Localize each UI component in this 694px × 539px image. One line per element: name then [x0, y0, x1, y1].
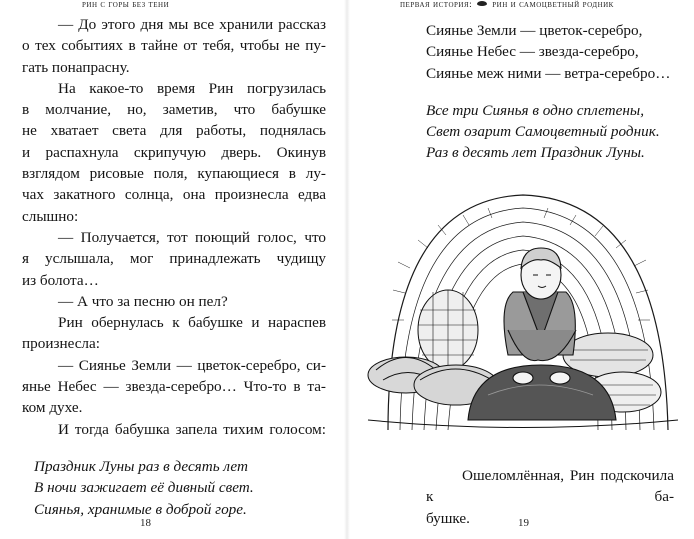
page-number-left: 18 [140, 517, 151, 529]
text-line: слышно: [22, 207, 79, 225]
right-verse-1 [426, 20, 674, 84]
text-line: произнесла: [22, 335, 100, 353]
text-line: На какое-то время Рин погрузилась [58, 79, 326, 97]
right-verse-block [426, 20, 674, 164]
text-line: янье Небес — звезда-серебро… Что-то в та- [22, 378, 326, 396]
grandmother-illustration [348, 180, 694, 430]
text-line: ком духе. [22, 399, 83, 417]
text-line: Сиянье меж ними — ветра-серебро… [426, 64, 671, 82]
left-verse [34, 456, 326, 520]
text-line: из болота… [22, 271, 99, 289]
left-paragraphs [22, 14, 326, 440]
running-head-part2: рин и самоцветный родник [492, 0, 614, 10]
text-line: — Получается, тот поющий голос, что [58, 228, 326, 246]
left-body-text [22, 14, 326, 520]
text-line: не хватает света для работы, поднялась [22, 122, 326, 140]
text-line: Все три Сиянья в одно сплетены, [426, 101, 644, 119]
page-number-right: 19 [518, 517, 529, 529]
text-line: — А что за песню он пел? [58, 292, 228, 310]
text-line: взглядом рисовые поля, купающиеся в лу- [22, 165, 326, 183]
right-page [348, 0, 694, 539]
right-bottom-text [426, 465, 674, 529]
text-line: Ошеломлённая, Рин подскочила к ба- [426, 467, 674, 506]
running-head-part1: первая история: [400, 0, 473, 10]
text-line: — Сиянье Земли — цветок-серебро, си- [58, 356, 326, 374]
text-line: в молчание, но, заметив, что бабушке [22, 101, 326, 119]
text-line: о тех событиях в тайне от тебя, чтобы не пу- [22, 37, 326, 55]
right-verse-2 [426, 100, 674, 164]
running-head-left: рин с горы без тени [82, 0, 170, 10]
text-line: чах закатного солнца, она произнесла едва [22, 186, 326, 204]
text-line: Праздник Луны раз в десять лет [34, 457, 248, 475]
text-line: В ночи зажигает её дивный свет. [34, 479, 254, 497]
text-line: и распахнула скрипучую дверь. Окинув [22, 143, 326, 161]
text-line: — До этого дня мы все хранили рассказ [58, 16, 326, 33]
text-line: я услышала, мог принадлежать чудищу [22, 250, 326, 268]
text-line: Сиянье Земли — цветок-серебро, [426, 22, 643, 39]
text-line: Сиянья, хранимые в доброй горе. [34, 500, 247, 518]
leaf-icon [477, 1, 487, 6]
text-line: Раз в десять лет Праздник Луны. [426, 144, 645, 162]
text-line: гать понапрасну. [22, 58, 130, 76]
text-line: И тогда бабушка запела тихим голосом: [58, 420, 326, 438]
text-line: Рин обернулась к бабушке и нараспев [58, 314, 326, 332]
text-line: бушке. [426, 509, 470, 527]
text-line: Свет озарит Самоцветный родник. [426, 123, 660, 141]
text-line: Сиянье Небес — звезда-серебро, [426, 43, 639, 61]
left-page [0, 0, 345, 539]
running-head-right [400, 0, 614, 10]
